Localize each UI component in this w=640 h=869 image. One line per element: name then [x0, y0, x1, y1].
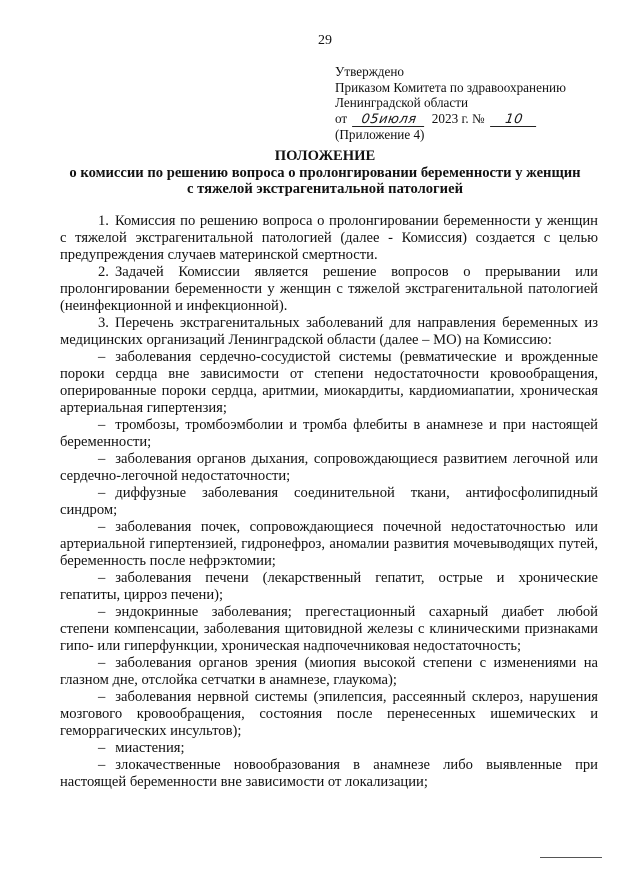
paragraph	[60, 264, 598, 315]
approval-line-approved: Утверждено	[335, 64, 405, 79]
list-bullet: –	[98, 655, 106, 671]
title-line-2: с тяжелой экстрагенитальной патологией	[187, 181, 463, 198]
list-item	[60, 740, 598, 757]
paragraph	[60, 315, 598, 349]
approval-date-line	[335, 111, 566, 127]
approval-line-order: Приказом Комитета по здравоохранению	[335, 79, 566, 95]
list-bullet: –	[98, 757, 106, 773]
paragraph	[60, 213, 598, 264]
list-item	[60, 417, 598, 451]
list-item	[60, 570, 598, 604]
list-item	[60, 451, 598, 485]
approval-block	[335, 64, 566, 142]
list-item	[60, 519, 598, 570]
list-bullet: –	[98, 417, 106, 433]
list-bullet: –	[98, 485, 106, 501]
list-item-text: диффузные заболевания соединительной ткани, антифосфолипидный синдром;	[60, 485, 598, 518]
list-item	[60, 757, 598, 791]
list-item-text: заболевания органов зрения (миопия высокой степени с изменениями на глазном дне, отслойка сетчатки в анамнезе, глаукома);	[60, 655, 598, 688]
list-item-text: заболевания нервной системы (эпилепсия, рассеянный склероз, нарушения мозгового кровообращения, состояния после перенесенных ишемических и геморрагических инсультов);	[60, 689, 598, 739]
paragraph-text: Задачей Комиссии является решение вопросов о прерывании или пролонгировании беременности у женщин с тяжелой экстрагенитальной патологией (неинфекционной и инфекционной).	[60, 264, 598, 314]
list-bullet: –	[98, 740, 106, 756]
list-item-text: злокачественные новообразования в анамнезе либо выявленные при настоящей беременности вне зависимости от локализации;	[60, 757, 598, 790]
paragraph-number: 3.	[98, 315, 109, 331]
list-bullet: –	[98, 349, 106, 365]
list-bullet: –	[98, 519, 106, 535]
paragraph-text: Комиссия по решению вопроса о пролонгировании беременности у женщин с тяжелой экстрагенитальной патологией (далее - Комиссия) создается с целью предупреждения случаев материнской смертности.	[60, 213, 598, 263]
list-item-text: тромбозы, тромбоэмболии и тромба флебиты в анамнезе и при настоящей беременности;	[60, 417, 598, 450]
appendix-label: (Приложение 4)	[335, 126, 425, 142]
list-item-text: заболевания сердечно-сосудистой системы (ревматические и врожденные пороки сердца вне зависимости от степени недостаточности кровообращения, оперированные пороки сердца, аритмии, миокардиты, кардиомиапатии, хроническая артериальная гипертензия;	[60, 349, 598, 416]
title-line-1: о комиссии по решению вопроса о пролонгировании беременности у женщин	[69, 164, 581, 181]
list-item	[60, 689, 598, 740]
list-item	[60, 349, 598, 417]
list-item-text: заболевания органов дыхания, сопровождающиеся развитием легочной или сердечно-легочной недостаточности;	[60, 451, 598, 484]
list-item	[60, 655, 598, 689]
date-year: 2023 г. №	[431, 110, 485, 126]
list-item-text: заболевания печени (лекарственный гепатит, острые и хронические гепатиты, цирроз печени);	[60, 570, 598, 603]
list-item-text: миастения;	[115, 740, 185, 756]
paragraph-text: Перечень экстрагенитальных заболеваний для направления беременных из медицинских организаций Ленинградской области (далее – МО) на Комиссию:	[60, 315, 598, 348]
date-prefix: от	[335, 110, 348, 126]
handwritten-date: 05июля	[353, 113, 427, 127]
document-title	[25, 148, 625, 198]
paragraph-number: 1.	[98, 213, 109, 229]
title-heading: ПОЛОЖЕНИЕ	[274, 148, 376, 164]
handwritten-order-number: 10	[490, 113, 538, 127]
list-item-text: эндокринные заболевания; прегестационный сахарный диабет любой степени компенсации, заболевания щитовидной железы с клиническими признаками гипо- или гиперфункции, хроническая надпочечниковая недостаточность;	[60, 604, 598, 654]
list-item	[60, 485, 598, 519]
list-bullet: –	[98, 689, 106, 705]
list-item-text: заболевания почек, сопровождающиеся почечной недостаточностью или артериальной гипертензией, гидронефроз, аномалии развития мочевыводящих путей, беременность после нефрэктомии;	[60, 519, 598, 569]
paragraph-number: 2.	[98, 264, 109, 280]
list-bullet: –	[98, 451, 106, 467]
list-bullet: –	[98, 570, 106, 586]
document-body	[60, 213, 598, 791]
list-bullet: –	[98, 604, 106, 620]
list-item	[60, 604, 598, 655]
scan-edge-line	[540, 857, 602, 858]
page-number: 29	[318, 33, 332, 48]
approval-line-region: Ленинградской области	[335, 95, 469, 111]
